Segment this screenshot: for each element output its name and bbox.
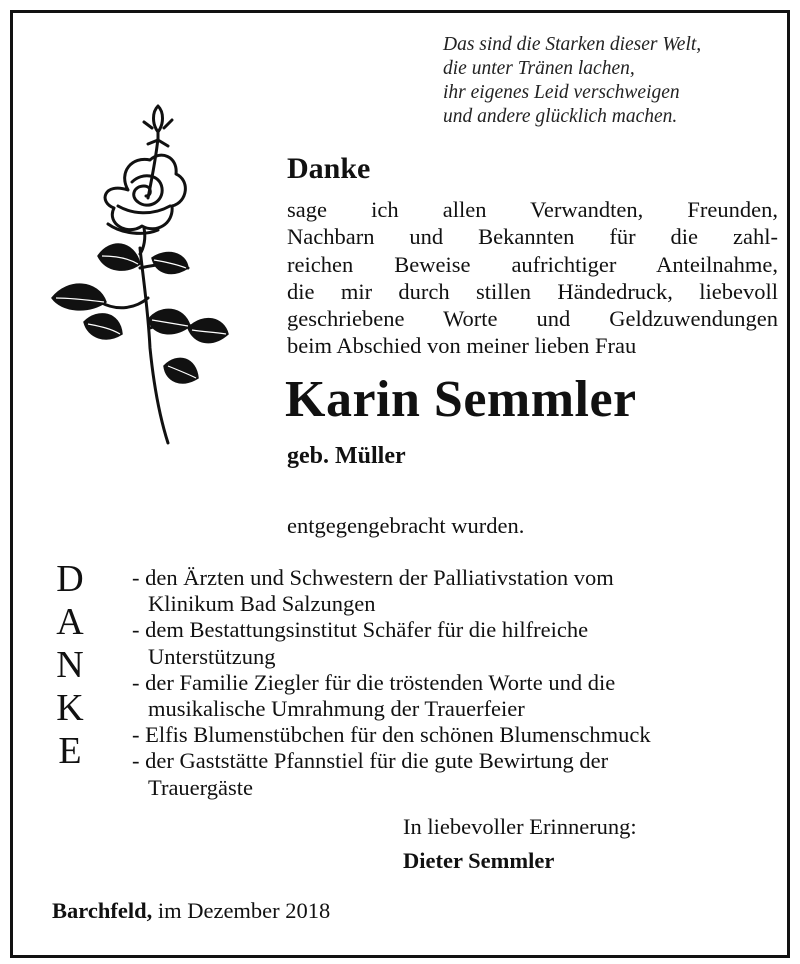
paragraph-line: beim Abschied von meiner lieben Frau: [287, 333, 637, 359]
poem-line: ihr eigenes Leid verschweigen: [443, 82, 680, 103]
poem-line: Das sind die Starken dieser Welt,: [443, 34, 702, 55]
vertical-letter: E: [58, 730, 82, 772]
poem: [443, 33, 701, 129]
list-item: [132, 670, 651, 722]
deceased-name: Karin Semmler: [285, 371, 637, 428]
place-name: Barchfeld,: [52, 898, 153, 923]
date-text: im Dezember 2018: [157, 898, 331, 923]
vertical-letter: K: [56, 687, 84, 729]
maiden-name: geb. Müller: [287, 443, 406, 469]
list-item: [132, 565, 651, 617]
heading-danke: Danke: [287, 152, 371, 185]
rose-icon: [48, 98, 233, 450]
vertical-letter: D: [56, 558, 84, 600]
list-item-line: Klinikum Bad Salzungen: [148, 591, 376, 617]
list-item-line: - den Ärzten und Schwestern der Palliativstation vom: [132, 565, 614, 590]
poem-line: die unter Tränen lachen,: [443, 58, 635, 79]
paragraph-line: reichen Beweise aufrichtiger Anteilnahme,: [287, 251, 778, 277]
thanks-list: [132, 565, 651, 801]
list-item-line: Trauergäste: [148, 774, 253, 800]
list-item-line: musikalische Umrahmung der Trauerfeier: [148, 696, 525, 722]
place-date: [52, 898, 330, 924]
paragraph-line: geschriebene Worte und Geldzuwendungen: [287, 306, 778, 332]
list-item-line: Unterstützung: [148, 643, 276, 669]
list-item: [132, 617, 651, 669]
paragraph-line: die mir durch stillen Händedruck, liebevoll: [287, 278, 778, 304]
signer-name: Dieter Semmler: [403, 848, 555, 873]
thanks-paragraph: [287, 196, 778, 360]
list-item: [132, 722, 651, 748]
vertical-letter: N: [56, 644, 84, 686]
closing-greeting: In liebevoller Erinnerung:: [403, 814, 637, 839]
paragraph-line: sage ich allen Verwandten, Freunden,: [287, 197, 778, 222]
vertical-letter: A: [56, 601, 84, 643]
list-item-line: - der Familie Ziegler für die tröstenden Worte und die: [132, 669, 616, 695]
paragraph-line: Nachbarn und Bekannten für die zahl-: [287, 224, 778, 250]
closing-phrase: entgegengebracht wurden.: [287, 513, 525, 538]
poem-line: und andere glücklich machen.: [443, 106, 678, 127]
list-item-line: - dem Bestattungsinstitut Schäfer für die hilfreiche: [132, 617, 589, 643]
list-item-line: - Elfis Blumenstübchen für den schönen Blumenschmuck: [132, 722, 651, 748]
list-item: [132, 748, 651, 800]
vertical-danke: [50, 558, 90, 773]
list-item-line: - der Gaststätte Pfannstiel für die gute Bewirtung der: [132, 748, 609, 774]
